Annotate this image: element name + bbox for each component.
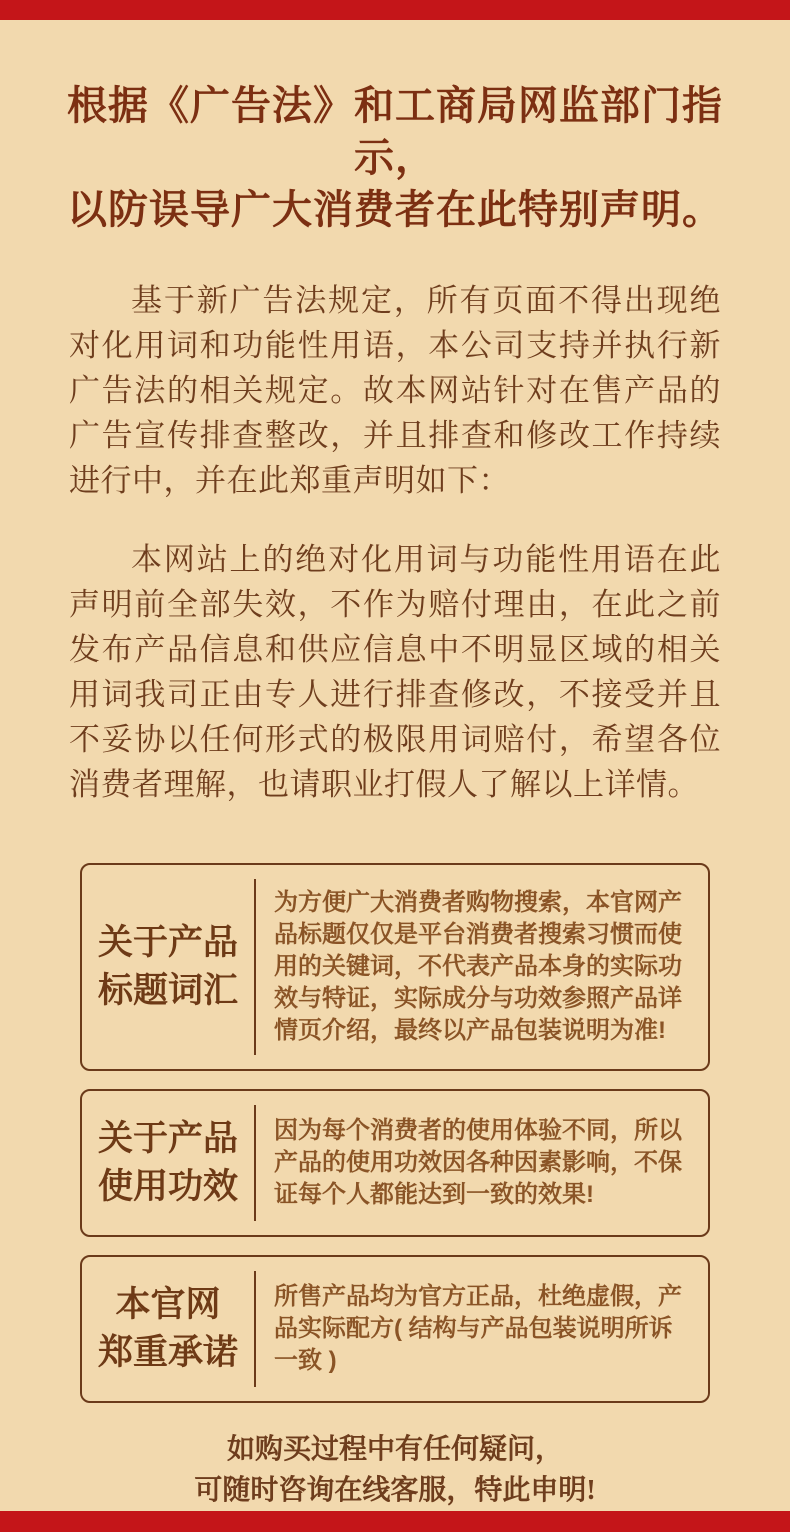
notice-box-title-line2: 标题词汇 [97, 971, 238, 1010]
statement-paragraph-2: 本网站上的绝对化用词与功能性用语在此声明前全部失效，不作为赔付理由，在此之前发布产品信息和供应信息中不明显区域的相关用词我司正由专人进行排查修改，不接受并且不妥协以任何形式的极限用词赔付，希望各位消费者理解，也请职业打假人了解以上详情。 [69, 542, 721, 802]
notice-box-title-line2: 郑重承诺 [97, 1333, 238, 1372]
footer-note-line1: 如购买过程中有任何疑问， [226, 1434, 563, 1465]
page-title [35, 80, 755, 236]
notice-box-title-line2: 使用功效 [97, 1167, 238, 1206]
notice-box-body [256, 865, 708, 1069]
notice-box-product-title [80, 863, 710, 1071]
statement-paragraph-1: 基于新广告法规定，所有页面不得出现绝对化用词和功能性用语，本公司支持并执行新广告法的相关规定。故本网站针对在售产品的广告宣传排查整改，并且排查和修改工作持续进行中，并在此郑重声明如下： [69, 283, 721, 498]
notice-box-title-line1: 本官网 [115, 1285, 221, 1324]
notice-box-title [82, 1091, 254, 1235]
footer-note-line2: 可随时咨询在线客服，特此申明! [194, 1475, 596, 1506]
notice-box-title-line1: 关于产品 [97, 1119, 238, 1158]
footer-note [194, 1429, 595, 1511]
notice-box-title [82, 865, 254, 1069]
notice-box-body [256, 1091, 708, 1235]
page-title-line1: 根据《广告法》和工商局网监部门指示， [67, 83, 723, 180]
notice-box-title [82, 1257, 254, 1401]
notice-box-title-line1: 关于产品 [97, 923, 238, 962]
notice-box-body-text: 为方便广大消费者购物搜索，本官网产品标题仅仅是平台消费者搜索习惯而使用的关键词，不代表产品本身的实际功效与特证，实际成分与功效参照产品详情页介绍，最终以产品包装说明为准! [274, 889, 682, 1044]
notice-box-body-text: 所售产品均为官方正品，杜绝虚假，产品实际配方( 结构与产品包装说明所诉一致 ) [274, 1283, 682, 1374]
top-red-bar [0, 0, 790, 20]
bottom-red-bar [0, 1511, 790, 1532]
notice-box-body-text: 因为每个消费者的使用体验不同，所以产品的使用功效因各种因素影响，不保证每个人都能达到一致的效果! [274, 1117, 682, 1208]
notice-box-product-efficacy [80, 1089, 710, 1237]
page-title-line2: 以防误导广大消费者在此特别声明。 [67, 187, 723, 232]
notice-box-body [256, 1257, 708, 1401]
notice-box-official-promise [80, 1255, 710, 1403]
